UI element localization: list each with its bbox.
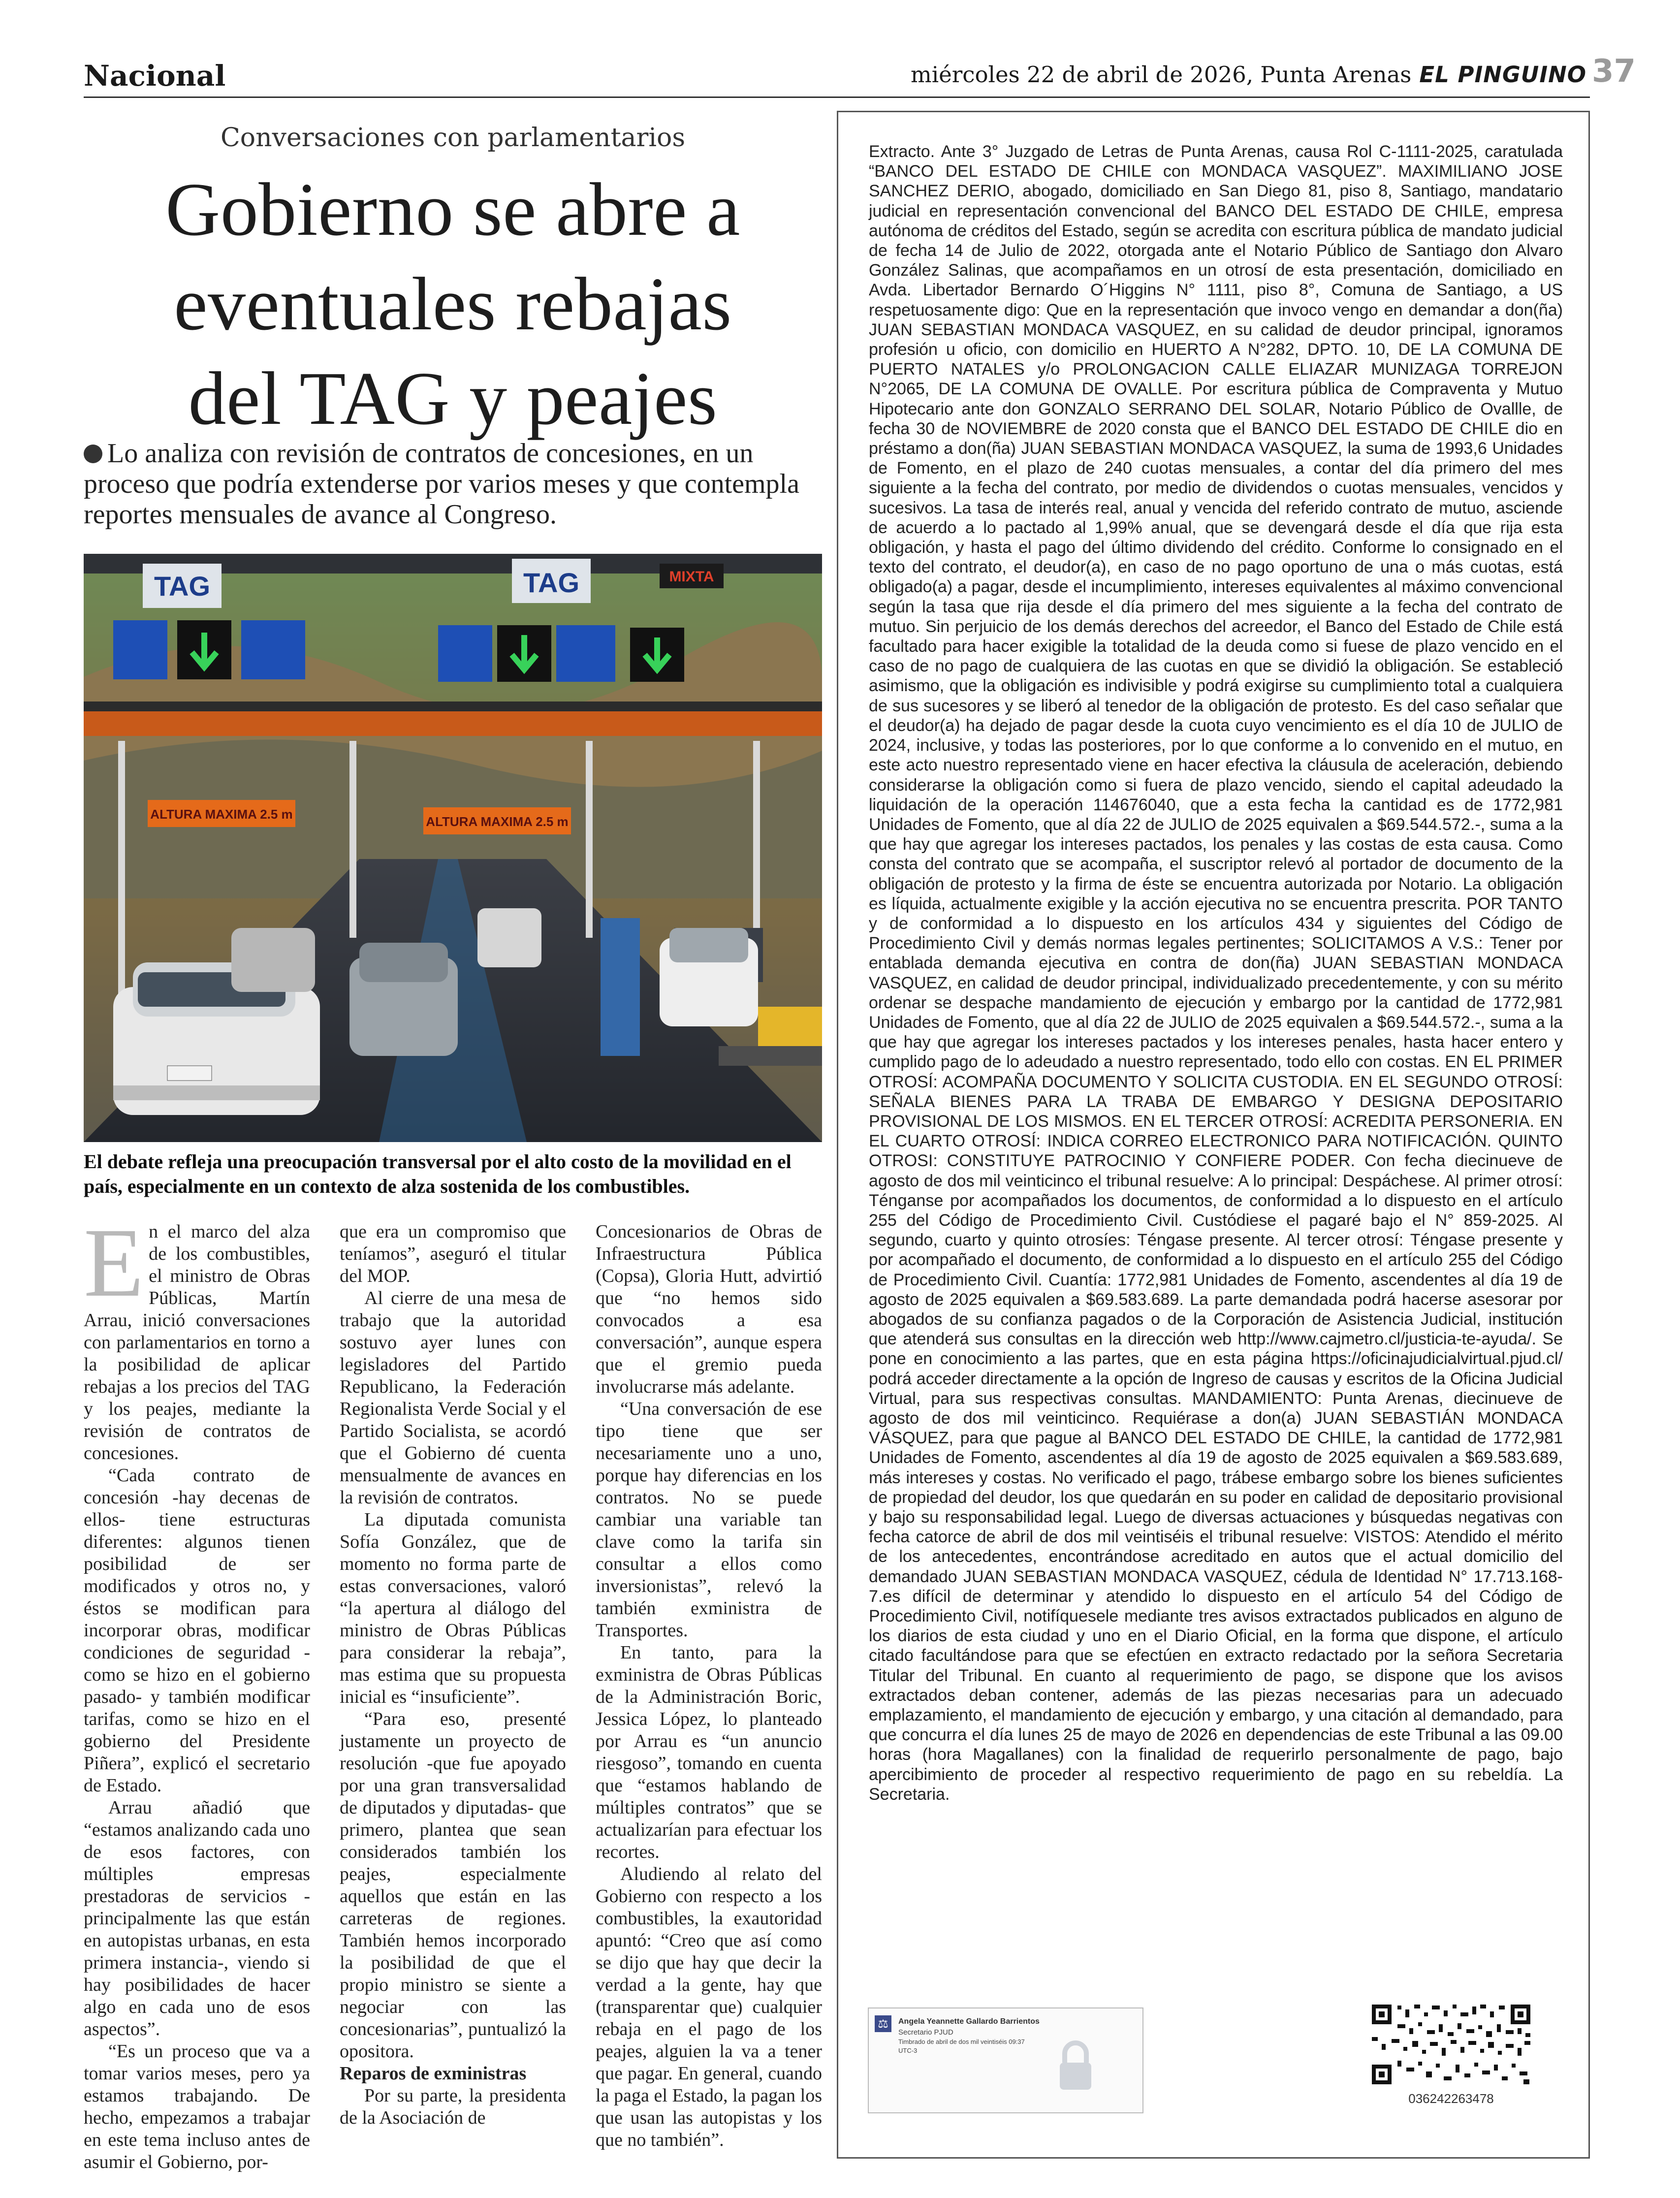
page-number: 37 bbox=[1591, 53, 1636, 90]
paragraph: Por su parte, la presidenta de la Asociación de bbox=[340, 2085, 566, 2128]
body-column-2 bbox=[340, 1221, 566, 2129]
dateline-text: miércoles 22 de abril de 2026, Punta Arenas bbox=[911, 62, 1412, 88]
paragraph: “Cada contrato de concesión -hay decenas de ellos- tiene estructuras diferentes: algunos tienen posibilidad de ser modificados y otros no, y éstos se modifican para incorporar obras, modificar condiciones de seguridad -como se hizo en el gobierno pasado- y también modificar tarifas, como se hizo en el gobierno del Presidente Piñera”, explicó el secretario de Estado. bbox=[84, 1465, 310, 1796]
paragraph: “Para eso, presenté justamente un proyecto de resolución -que fue apoyado por una gran transversalidad de diputados y diputadas- que primero, plantea que sean considerados también los peajes, especialmente aquellos que están en las carreteras de regiones. También hemos incorporado la posibilidad de que el propio ministro se siente a negociar con las concesionarias”, puntualizó la opositora. bbox=[340, 1709, 566, 2062]
paragraph: “Es un proceso que va a tomar varios meses, pero ya estamos trabajando. De hecho, empezamos a trabajar en este tema incluso antes de asumir el Gobierno, por- bbox=[84, 2041, 310, 2172]
photo-caption: El debate refleja una preocupación transversal por el alto costo de la movilidad en el país, especialmente en un contexto de alza sostenida de los combustibles. bbox=[84, 1150, 792, 1197]
barcode-number: 036242263478 bbox=[1408, 2091, 1494, 2106]
paragraph: La diputada comunista Sofía González, que de momento no forma parte de estas conversaciones, valoró “la apertura al diálogo del ministro de Obras Públicas para considerar la rebaja”, mas estima que su propuesta inicial es “insuficiente”. bbox=[340, 1509, 566, 1707]
newspaper-brand: EL PINGUINO bbox=[1419, 62, 1586, 88]
paragraph: Arrau añadió que “estamos analizando cada uno de esos factores, con múltiples empresas prestadoras de servicios -principalmente las que están en autopistas urbanas, en esta primera instancia-, viendo si hay posibilidades de hacer algo en cada uno de esos aspectos”. bbox=[84, 1797, 310, 2039]
dateline bbox=[911, 62, 1586, 88]
paragraph: Al cierre de una mesa de trabajo que la autoridad sostuvo ayer lunes con legisladores del Partido Republicano, la Federación Regionalista Verde Social y el Partido Socialista, se acordó que el Gobierno dé cuenta mensualmente de avances en la revisión de contratos. bbox=[340, 1288, 566, 1508]
headline bbox=[84, 162, 822, 446]
electronic-signature-box bbox=[868, 2007, 1143, 2113]
mixta-sign: MIXTA bbox=[669, 569, 714, 585]
height-sign-1: ALTURA MAXIMA 2.5 m bbox=[150, 807, 293, 822]
body-column-3 bbox=[596, 1221, 822, 2151]
headline-line-1: Gobierno se abre a bbox=[165, 168, 740, 252]
lock-icon bbox=[1056, 2038, 1095, 2092]
kicker: Conversaciones con parlamentarios bbox=[221, 123, 685, 153]
legal-notice-box bbox=[837, 111, 1590, 2159]
barcode-icon bbox=[1370, 2003, 1532, 2086]
headline-line-3: del TAG y peajes bbox=[188, 357, 718, 441]
bullet-icon bbox=[84, 445, 102, 463]
paragraph: Concesionarios de Obras de Infraestructura Pública (Copsa), Gloria Hutt, advirtió que “no hemos sido convocados a esa conversación”, aunque espera que el gremio pueda involucrarse más adelante. bbox=[596, 1221, 822, 1397]
signer-name: Angela Yeannette Gallardo Barrientos bbox=[898, 2017, 1040, 2026]
height-sign-2: ALTURA MAXIMA 2.5 m bbox=[426, 814, 569, 829]
header-rule bbox=[84, 96, 1590, 98]
legal-notice-text: Extracto. Ante 3° Juzgado de Letras de Punta Arenas, causa Rol C-1111-2025, caratulada “BANCO DEL ESTADO DE CHILE con MONDACA VASQUEZ”. MAXIMILIANO JOSE SANCHEZ DERIO, abogado, domiciliado en San Diego 81, piso 8, Santiago, mandatario judicial en representación convencional del BANCO DEL ESTADO DE CHILE, empresa autónoma de créditos del Estado, según se acredita con escritura pública de mandato judicial de fecha 14 de Julio de 2022, otorgada ante el Notario Público de Santiago don Alvaro González Salinas, que acompañamos en un otrosí de esta presentación, domiciliado en Avda. Libertador Bernardo O´Higgins N° 1111, piso 8°, Comuna de Santiago, a US respetuosamente digo: Que en la representación que invoco vengo en demandar a don(ña) JUAN SEBASTIAN MONDACA VASQUEZ, en su calidad de deudor principal, ignoramos profesión u oficio, con domicilio en HUERTO A N°282, DPTO. 10, DE LA COMUNA DE PUERTO NATALES y/o PROLONGACION CALLE ELIAZAR MUNIZAGA TORREJON N°2065, DE LA COMUNA DE OVALLE. Por escritura pública de Compraventa y Mutuo Hipotecario ante don GONZALO SERRANO DEL SOLAR, Notario Público de Ovallle, de fecha 30 de NOVIEMBRE de 2020 consta que el BANCO DEL ESTADO DE CHILE dio en préstamo a don(ña) JUAN SEBASTIAN MONDACA VASQUEZ, la suma de 1993,6 Unidades de Fomento, en el plazo de 240 cuotas mensuales, a contar del día primero del mes siguiente a la fecha del contrato, por medio de dividendos o cuotas mensuales, vencidos y sucesivos. La tasa de interés real, anual y vencida del referido contrato de mutuo, asciende de acuerdo a lo pactado al 1,99% anual, que se devengará desde el día que rija esta obligación, y hasta el pago del último dividendo del crédito. Conforme lo consignado en el texto del contrato, el deudor(a), en caso de no pago oportuno de una o más cuotas, está obligado(a) a pagar, desde el incumplimiento, intereses equivalentes al máximo convencional según la tasa que rija desde el día primero del mes siguiente a la fecha del contrato de mutuo. Sin perjuicio de los demás derechos del acreedor, el Banco del Estado de Chile está facultado para hacer exigible la totalidad de la deuda como si fuese de plazo vencido en el caso de no pago de cualquiera de las cuotas en que se dividió la obligación. Se estableció asimismo, que la obligación es indivisible y podrá exigirse su cumplimiento total a cualquiera de sus sucesores y se liberó al tenedor de la obligación de protesto. Es del caso señalar que el deudor(a) ha dejado de pagar desde la cuota cuyo vencimiento es el día 10 de JULIO de 2024, inclusive, y todas las posteriores, por lo que conforme a lo convenido en el mutuo, en este acto nuestro representado viene en hacer efectiva la cláusula de aceleración, debiendo considerarse la obligación como si fuera de plazo vencido, siendo el capital adeudado la liquidación de la operación 114676040, que a esta fecha la cantidad es de 1772,981 Unidades de Fomento, que al día 22 de JULIO de 2025 equivalen a $69.544.572.-, suma a la que hay que agregar los intereses pactados, los penales y las costas de esta causa. Como consta del contrato que se acompaña, el suscriptor relevó al portador de documento de la obligación de protesto y la firma de éste se encuentra autorizada por Notario. La obligación es líquida, actualmente exigible y la acción ejecutiva no se encuentra prescrita. POR TANTO y de conformidad a lo dispuesto en los artículos 434 y siguientes del Código de Procedimiento Civil y demás normas legales pertinentes; SOLICITAMOS A V.S.: Tener por entablada demanda ejecutiva en contra de don(ña) JUAN SEBASTIAN MONDACA VASQUEZ, en calidad de deudor principal, individualizado precedentemente, y con su mérito ordenar se despache mandamiento de ejecución y embargo por la cantidad de 1772,981 Unidades de Fomento, que al día 22 de JULIO de 2025 equivalen a $69.544.572.-, suma a la que hay que agregar los intereses pactados y los intereses penales, hasta hacer entero y cumplido pago de lo adeudado a nuestro representado, todo ello con costas. EN EL PRIMER OTROSÍ: ACOMPAÑA DOCUMENTO Y SOLICITA CUSTODIA. EN EL SEGUNDO OTROSÍ: SEÑALA BIENES PARA LA TRABA DE EMBARGO Y DESIGNA DEPOSITARIO PROVISIONAL DE LOS MISMOS. EN EL TERCER OTROSÍ: ACREDITA PERSONERIA. EN EL CUARTO OTROSÍ: INDICA CORREO ELECTRONICO PARA NOTIFICACIÓN. QUINTO OTROSI: CONSTITUYE PATROCINIO Y CONFIERE PODER. Con fecha diecinueve de agosto de dos mil veinticinco el tribunal resuelve: A lo principal: Despáchese. Al primer otrosí: Ténganse por acompañados los documentos, de conformidad a lo dispuesto en el artículo 255 del Código de Procedimiento Civil. Custódiese el pagaré bajo el N° 859-2025. Al segundo, cuarto y quinto otrosíes: Téngase presente. Al tercer otrosí: Téngase presente y por acompañado el documento, de conformidad a lo dispuesto en el artículo 255 del Código de Procedimiento Civil. Cuantía: 1772,981 Unidades de Fomento, ascendentes al día 19 de agosto de 2025 equivalen a $69.583.689. La parte demandada podrá hacerse asesorar por abogados de su confianza pagados o de la Corporación de Asistencia Judicial, institución que atenderá sus consultas en la dirección web http://www.cajmetro.cl/justicia-te-ayuda/. Se pone en conocimiento a las partes, que en esta página https://oficinajudicialvirtual.pjud.cl/ podrá acceder directamente a la opción de Ingreso de causas y escritos de la Oficina Judicial Virtual, para sus respectivas consultas. MANDAMIENTO: Punta Arenas, diecinueve de agosto de dos mil veinticinco. Requiérase a don(a) JUAN SEBASTIÁN MONDACA VÁSQUEZ, para que pague al BANCO DEL ESTADO DE CHILE, la cantidad de 1772,981 Unidades de Fomento, ascendentes al día 19 de agosto de 2025 equivalen a $69.583.689, más intereses y costas. No verificado el pago, trábese embargo sobre los bienes suficientes de propiedad del deudor, los que quedarán en su poder en calidad de depositario provisional y bajo su responsabilidad legal. Luego de diversas actuaciones y búsquedas negativas con fecha catorce de abril de dos mil veintiséis el tribunal resuelve: VISTOS: Atendido el mérito de los antecedentes, encontrándose acreditado en autos que el actual domicilio del demandado JUAN SEBASTIAN MONDACA VASQUEZ, cédula de Identidad N° 17.713.168-7.es difícil de determinar y atendido lo dispuesto en el artículo 54 del Código de Procedimiento Civil, notifíquesele mediante tres avisos extractados publicados en alguno de los diarios de esta ciudad y uno en el Diario Oficial, en la forma que dispone, el artículo citado facultándose para que se efectúen en extracto redactado por la señora Secretaria Titular del Tribunal. En cuanto al requerimiento de pago, se dispone que los avisos extractados deban contener, además de las piezas necesarias para un adecuado emplazamiento, el mandamiento de ejecución y embargo, y una citación al demandado, para que concurra el día lunes 25 de mayo de 2026 en dependencias de este Tribunal a las 09.00 horas (hora Magallanes) con la finalidad de requerirlo personalmente de pago, bajo apercibimiento de proceder al respectivo requerimiento de pago en su rebeldía. La Secretaria. bbox=[869, 142, 1563, 1804]
signature-timezone: UTC-3 bbox=[898, 2047, 918, 2054]
tag-sign-1: TAG bbox=[154, 571, 211, 602]
paragraph: Aludiendo al relato del Gobierno con respecto a los combustibles, la exautoridad apuntó: “Creo que así como se dijo que hay que decir la verdad a la gente, hay que (transparentar que) cualquier rebaja en el pago de los peajes, alguien la va a tener que pagar. En general, cuando la paga el Estado, la pagan los que usan las autopistas y los que no también”. bbox=[596, 1864, 822, 2150]
paragraph: “Una conversación de ese tipo tiene que ser necesariamente uno a uno, porque hay diferencias en los contratos. No se puede cambiar una variable tan clave como la tarifa sin consultar a ellos como inversionistas”, relevó la también exministra de Transportes. bbox=[596, 1399, 822, 1641]
signer-role: Secretario PJUD bbox=[898, 2028, 953, 2037]
deck bbox=[84, 438, 822, 530]
paragraph: En tanto, para la exministra de Obras Públicas de la Administración Boric, Jessica López, lo planteado por Arrau es “un anuncio riesgoso”, tomando en cuenta que “estamos hablando de múltiples contratos” que se actualizarían para efectuar los recortes. bbox=[596, 1642, 822, 1862]
photo-illustration bbox=[84, 554, 822, 1142]
toll-plaza-photo bbox=[84, 554, 822, 1142]
paragraph: n el marco del alza de los combustibles, el ministro de Obras Públicas, Martín Arrau, inició conversaciones con parlamentarios en torno a la posibilidad de aplicar rebajas a los precios del TAG y los peajes, mediante la revisión de contratos de concesiones. bbox=[84, 1221, 310, 1464]
dropcap: E bbox=[84, 1209, 144, 1317]
subhead: Reparos de exministras bbox=[340, 2063, 527, 2084]
tag-sign-2: TAG bbox=[523, 567, 580, 598]
deck-text: Lo analiza con revisión de contratos de concesiones, en un proceso que podría extenderse por varios meses y que contempla reportes mensuales de avance al Congreso. bbox=[84, 438, 799, 530]
paragraph: que era un compromiso que teníamos”, aseguró el titular del MOP. bbox=[340, 1221, 566, 1286]
signature-date: Timbrado de abril de dos mil veintiséis 09:37 bbox=[898, 2038, 1025, 2045]
court-seal-icon: ⚖ bbox=[875, 2015, 891, 2032]
body-column-1 bbox=[84, 1209, 310, 2173]
section-title: Nacional bbox=[84, 59, 226, 93]
headline-line-2: eventuales rebajas bbox=[174, 262, 732, 346]
